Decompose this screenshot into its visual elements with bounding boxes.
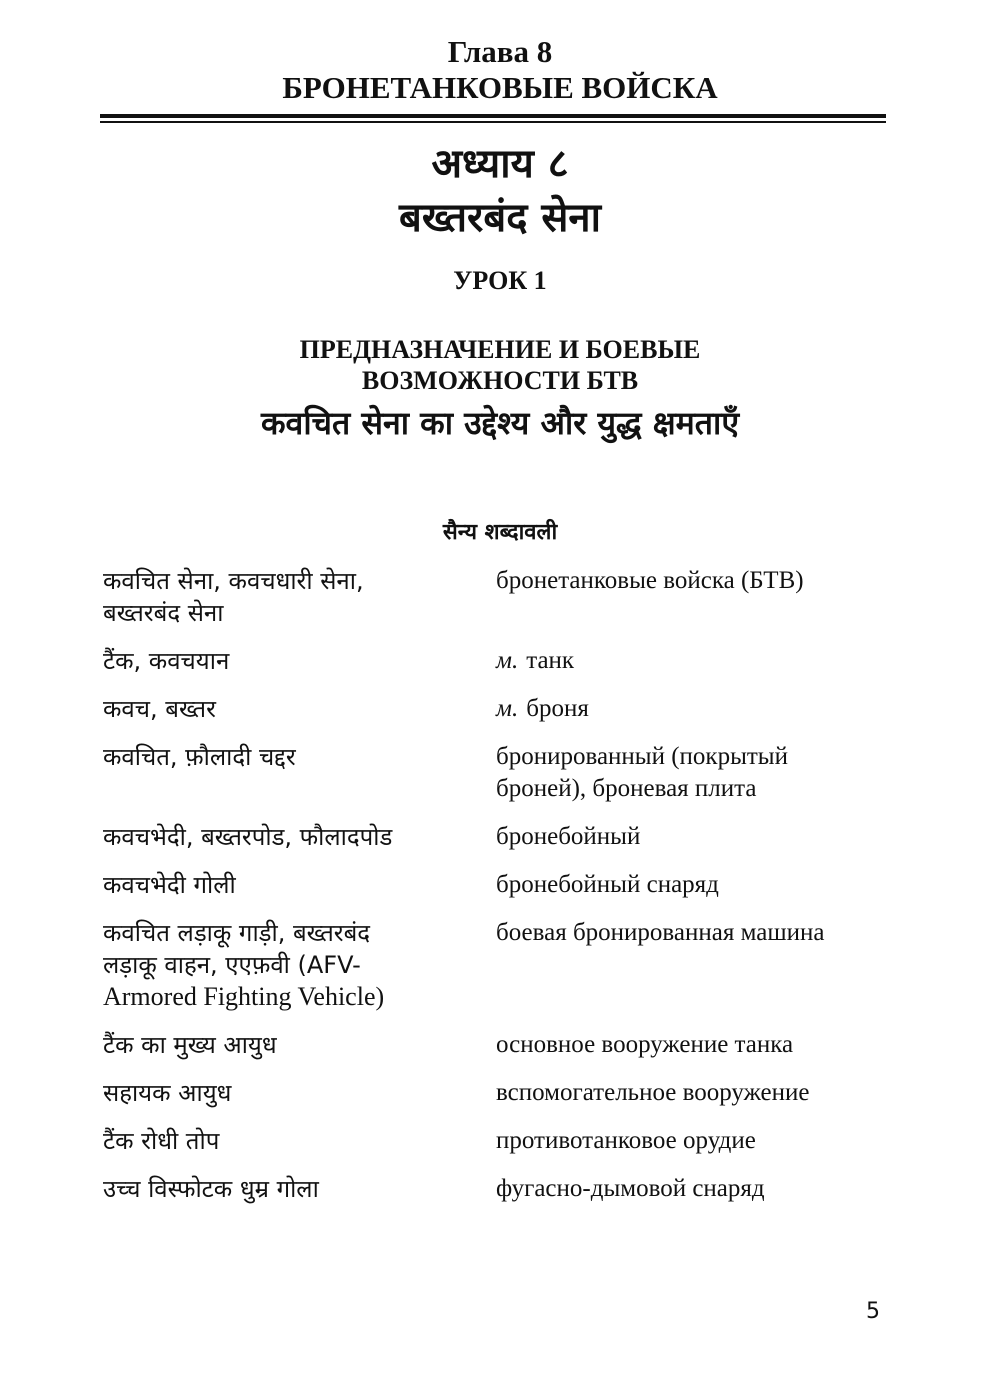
glossary-row <box>103 1173 893 1205</box>
glossary-title: सैन्य शब्दावली <box>442 520 558 545</box>
term-russian-text: вспомогательное вооружение <box>496 1079 810 1106</box>
term-russian-text: бронебойный <box>496 823 641 850</box>
glossary-row <box>103 821 893 853</box>
term-hindi-line: लड़ाकू वाहन, एएफ़वी (AFV- <box>103 951 361 979</box>
term-hindi <box>103 821 496 853</box>
chapter-number-ru: Глава 8 <box>447 34 553 69</box>
term-hindi-line: कवचित, फ़ौलादी चद्दर <box>103 743 296 771</box>
term-russian-line <box>496 821 893 853</box>
term-russian-line <box>496 741 893 773</box>
glossary-row <box>103 1077 893 1109</box>
term-russian <box>496 1173 893 1205</box>
term-hindi-line: उच्च विस्फोटक धुम्र गोला <box>103 1175 319 1203</box>
term-hindi <box>103 741 496 805</box>
term-russian-text: броней), броневая плита <box>496 775 757 802</box>
term-russian-text: боевая бронированная машина <box>496 919 825 946</box>
term-russian <box>496 693 893 725</box>
term-russian-line <box>496 693 893 725</box>
term-hindi <box>103 917 496 1013</box>
term-russian-text: основное вооружение танка <box>496 1031 794 1058</box>
term-russian-line <box>496 1173 893 1205</box>
term-hindi-line: कवचभेदी, बख्तरपोड, फौलादपोड <box>103 823 393 851</box>
chapter-number-hi: अध्याय ८ <box>431 141 569 187</box>
term-hindi <box>103 645 496 677</box>
glossary-row <box>103 565 893 629</box>
glossary-list <box>103 565 893 1221</box>
term-russian-line <box>496 869 893 901</box>
page-number: 5 <box>866 1299 880 1324</box>
header-rule-thin <box>100 121 886 123</box>
term-russian-line <box>496 565 893 597</box>
term-russian-line <box>496 1125 893 1157</box>
grammar-label: м. <box>496 647 519 674</box>
term-russian <box>496 741 893 805</box>
term-russian-text: броня <box>526 695 589 722</box>
term-hindi <box>103 565 496 629</box>
grammar-label: м. <box>496 695 519 722</box>
subtitle-ru-line-1: ПРЕДНАЗНАЧЕНИЕ И БОЕВЫЕ <box>299 335 701 364</box>
term-russian <box>496 917 893 1013</box>
term-russian <box>496 869 893 901</box>
header-rule-thick <box>100 114 886 118</box>
term-russian-text: бронетанковые войска (БТВ) <box>496 567 804 594</box>
term-hindi-line: कवचभेदी गोली <box>103 871 236 899</box>
chapter-title-ru: БРОНЕТАНКОВЫЕ ВОЙСКА <box>282 70 718 105</box>
term-hindi-line: बख्तरबंद सेना <box>103 599 224 627</box>
term-russian <box>496 1029 893 1061</box>
lesson-title: УРОК 1 <box>453 266 547 295</box>
term-russian-text: противотанковое орудие <box>496 1127 756 1154</box>
term-russian <box>496 645 893 677</box>
chapter-header <box>0 34 1000 106</box>
term-hindi <box>103 1029 496 1061</box>
term-hindi-line: टैंक का मुख्य आयुध <box>103 1031 277 1059</box>
term-russian-text: танк <box>526 647 575 674</box>
glossary-row <box>103 693 893 725</box>
term-hindi-line: Armored Fighting Vehicle) <box>103 982 385 1011</box>
glossary-row <box>103 645 893 677</box>
term-hindi-line: सहायक आयुध <box>103 1079 232 1107</box>
term-hindi-line: टैंक, कवचयान <box>103 647 230 675</box>
term-russian-line <box>496 917 893 949</box>
term-hindi-line: कवच, बख्तर <box>103 695 216 723</box>
glossary-row <box>103 917 893 1013</box>
term-hindi-line: कवचित लड़ाकू गाड़ी, बख्तरबंद <box>103 919 371 947</box>
term-russian-line <box>496 1029 893 1061</box>
subtitle-hi: कवचित सेना का उद्देश्य और युद्ध क्षमताएँ <box>260 404 740 442</box>
term-russian-text: фугасно-дымовой снаряд <box>496 1175 765 1202</box>
term-russian-text: бронебойный снаряд <box>496 871 719 898</box>
term-hindi <box>103 869 496 901</box>
term-hindi-line: कवचित सेना, कवचधारी सेना, <box>103 567 364 595</box>
term-russian-line <box>496 1077 893 1109</box>
term-hindi-line: टैंक रोधी तोप <box>103 1127 220 1155</box>
term-russian-line <box>496 645 893 677</box>
term-hindi <box>103 693 496 725</box>
term-russian <box>496 1125 893 1157</box>
term-russian-text: бронированный (покрытый <box>496 743 788 770</box>
term-russian-line <box>496 773 893 805</box>
glossary-row <box>103 1029 893 1061</box>
term-hindi <box>103 1173 496 1205</box>
term-hindi <box>103 1077 496 1109</box>
glossary-row <box>103 1125 893 1157</box>
term-russian <box>496 565 893 629</box>
subtitle-ru-line-2: ВОЗМОЖНОСТИ БТВ <box>361 366 639 395</box>
term-hindi <box>103 1125 496 1157</box>
glossary-row <box>103 869 893 901</box>
term-russian <box>496 821 893 853</box>
term-russian <box>496 1077 893 1109</box>
chapter-title-hi: बख्तरबंद सेना <box>399 195 601 241</box>
glossary-row <box>103 741 893 805</box>
subtitle-ru <box>0 334 1000 396</box>
